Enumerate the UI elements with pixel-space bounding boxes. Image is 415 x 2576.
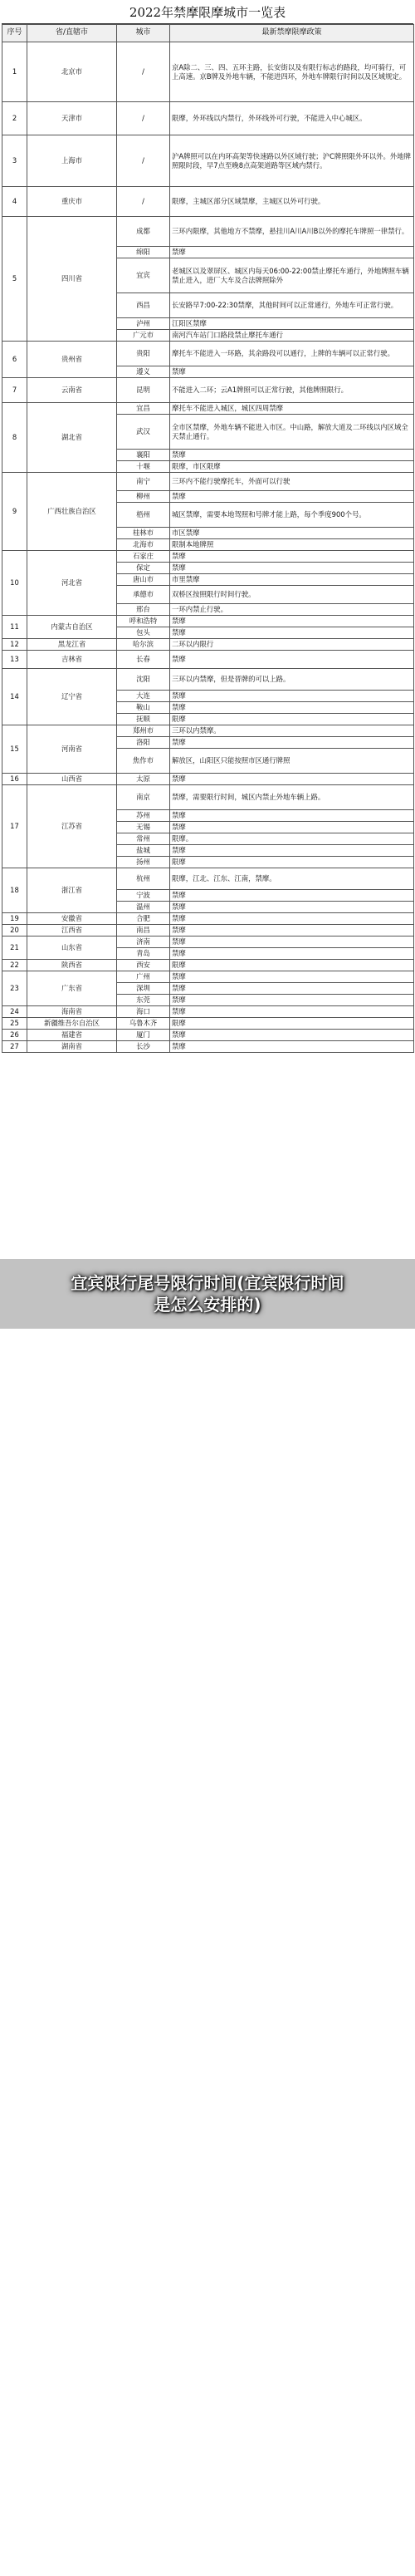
cell-seq: 15 [2, 725, 27, 774]
cell-city: 梧州 [117, 503, 170, 528]
cell-city: / [117, 42, 170, 102]
cell-province: 福建省 [27, 1030, 117, 1041]
cell-city: 厦门 [117, 1030, 170, 1041]
overlay-band [0, 1259, 415, 1329]
cell-seq: 20 [2, 925, 27, 937]
cell-city: 襄阳 [117, 450, 170, 461]
cell-policy: 禁摩，需要限行时间，城区内禁止外地车辆上路。 [170, 785, 414, 810]
cell-policy: 限摩，外环线以内禁行，外环线外可行驶，不能进入中心城区。 [170, 102, 414, 135]
cell-seq: 18 [2, 868, 27, 913]
cell-city: 无锡 [117, 822, 170, 833]
cell-city: 海口 [117, 1006, 170, 1018]
cell-policy: 京A除二、三、四、五环主路，长安街以及有限行标志的路段，均可骑行，可上高速。京B牌及外地车辆，不能进四环，外地车牌限行时间以及区域规定。 [170, 42, 414, 102]
cell-policy: 禁摩 [170, 774, 414, 785]
caption-line-2: 是怎么安排的) [154, 1295, 261, 1315]
cell-policy: 解放区，山阳区只能按照市区通行牌照 [170, 749, 414, 774]
cell-policy: 禁摩 [170, 366, 414, 378]
cell-seq: 13 [2, 651, 27, 669]
table-row [2, 639, 414, 651]
cell-city: 绵阳 [117, 247, 170, 258]
cell-policy: 禁摩 [170, 1006, 414, 1018]
cell-policy: 摩托车不能进入一环路，其余路段可以通行，上牌的车辆可以正常行驶。 [170, 342, 414, 366]
cell-province: 陕西省 [27, 960, 117, 971]
policy-table [2, 24, 414, 1053]
cell-seq: 2 [2, 102, 27, 135]
cell-policy: 禁摩 [170, 925, 414, 937]
cell-policy: 三环内不能行驶摩托车，外面可以行驶 [170, 473, 414, 491]
table-row [2, 187, 414, 217]
cell-province: 四川省 [27, 217, 117, 342]
cell-policy: 禁摩 [170, 902, 414, 913]
cell-policy: 禁摩 [170, 845, 414, 857]
table-row [2, 669, 414, 691]
cell-province: 湖北省 [27, 403, 117, 473]
cell-city: 呼和浩特 [117, 616, 170, 627]
cell-policy: 限摩 [170, 960, 414, 971]
cell-city: 宜昌 [117, 403, 170, 415]
table-row [2, 774, 414, 785]
cell-seq: 1 [2, 42, 27, 102]
cell-policy: 禁摩 [170, 691, 414, 702]
cell-seq: 7 [2, 378, 27, 403]
cell-province: 天津市 [27, 102, 117, 135]
cell-province: 河北省 [27, 551, 117, 616]
cell-province: 河南省 [27, 725, 117, 774]
cell-policy: 限摩。 [170, 833, 414, 845]
cell-city: 扬州 [117, 857, 170, 868]
cell-province: 重庆市 [27, 187, 117, 217]
cell-policy: 限摩，市区限摩 [170, 461, 414, 473]
cell-policy: 沪A牌照可以在内环高架等快速路以外区域行驶；沪C牌照限外环以外。外地牌照限时段，早7点至晚8点高架道路等区域内禁行。 [170, 135, 414, 187]
cell-city: 广州 [117, 971, 170, 983]
table-row [2, 785, 414, 810]
cell-policy: 禁摩 [170, 491, 414, 503]
cell-policy: 二环以内限行 [170, 639, 414, 651]
cell-seq: 9 [2, 473, 27, 551]
cell-policy: 禁摩 [170, 971, 414, 983]
cell-province: 北京市 [27, 42, 117, 102]
cell-seq: 14 [2, 669, 27, 725]
cell-city: 乌鲁木齐 [117, 1018, 170, 1030]
cell-seq: 6 [2, 342, 27, 378]
cell-seq: 4 [2, 187, 27, 217]
cell-policy: 长安路早7:00-22:30禁摩，其他时间可以正常通行，外地车可正常行驶。 [170, 293, 414, 318]
cell-policy: 市里禁摩 [170, 574, 414, 586]
cell-seq: 16 [2, 774, 27, 785]
cell-seq: 22 [2, 960, 27, 971]
cell-policy: 老城区以及翠屏区、城区内每天06:00-22:00禁止摩托车通行，外地牌照车辆禁止进入，进厂大车及合法牌照除外 [170, 258, 414, 293]
cell-city: 常州 [117, 833, 170, 845]
cell-city: 遵义 [117, 366, 170, 378]
table-row [2, 868, 414, 890]
cell-policy: 禁摩 [170, 913, 414, 925]
table-row [2, 403, 414, 415]
cell-province: 山西省 [27, 774, 117, 785]
table-row [2, 913, 414, 925]
cell-province: 江西省 [27, 925, 117, 937]
cell-city: 西昌 [117, 293, 170, 318]
table-row [2, 971, 414, 983]
table-body [2, 42, 414, 1053]
cell-city: 哈尔滨 [117, 639, 170, 651]
cell-province: 吉林省 [27, 651, 117, 669]
cell-province: 内蒙古自治区 [27, 616, 117, 639]
cell-policy: 禁摩 [170, 450, 414, 461]
header-policy: 最新禁摩限摩政策 [170, 25, 414, 42]
cell-city: 沈阳 [117, 669, 170, 691]
cell-city: 昆明 [117, 378, 170, 403]
cell-city: 青岛 [117, 948, 170, 960]
cell-policy: 禁摩 [170, 551, 414, 563]
cell-policy: 禁摩 [170, 651, 414, 669]
cell-city: 杭州 [117, 868, 170, 890]
cell-policy: 禁摩 [170, 247, 414, 258]
cell-city: 泸州 [117, 318, 170, 330]
page-title: 2022年禁摩限摩城市一览表 [2, 2, 413, 24]
cell-city: 焦作市 [117, 749, 170, 774]
table-row [2, 42, 414, 102]
cell-province: 贵州省 [27, 342, 117, 378]
table-row [2, 725, 414, 737]
cell-city: 苏州 [117, 810, 170, 822]
cell-city: 武汉 [117, 415, 170, 450]
cell-policy: 限摩，江北、江东、江南，禁摩。 [170, 868, 414, 890]
cell-province: 上海市 [27, 135, 117, 187]
cell-province: 湖南省 [27, 1041, 117, 1053]
cell-city: 广元市 [117, 330, 170, 342]
cell-policy: 禁摩 [170, 563, 414, 574]
cell-policy: 不能进入二环；云A1牌照可以正常行驶，其他牌照限行。 [170, 378, 414, 403]
cell-city: 西安 [117, 960, 170, 971]
cell-policy: 禁摩 [170, 995, 414, 1006]
cell-city: 合肥 [117, 913, 170, 925]
cell-policy: 江阳区禁摩 [170, 318, 414, 330]
cell-policy: 禁摩 [170, 1041, 414, 1053]
cell-city: 成都 [117, 217, 170, 247]
cell-policy: 城区禁摩，需要本地驾照和号牌才能上路，每个季度900个号。 [170, 503, 414, 528]
cell-policy: 一环内禁止行驶。 [170, 604, 414, 616]
table-row [2, 1006, 414, 1018]
cell-policy: 限摩 [170, 1018, 414, 1030]
cell-city: 保定 [117, 563, 170, 574]
cell-province: 江苏省 [27, 785, 117, 868]
cell-city: 深圳 [117, 983, 170, 995]
cell-seq: 8 [2, 403, 27, 473]
cell-city: 南昌 [117, 925, 170, 937]
cell-policy: 限制本地牌照 [170, 539, 414, 551]
cell-city: 唐山市 [117, 574, 170, 586]
cell-city: 宁波 [117, 890, 170, 902]
cell-policy: 限摩 [170, 857, 414, 868]
cell-city: 鞍山 [117, 702, 170, 714]
cell-city: 洛阳 [117, 737, 170, 749]
cell-city: 石家庄 [117, 551, 170, 563]
cell-policy: 全市区禁摩，外地车辆不能进入市区。中山路，解放大道及二环线以内区域全天禁止通行。 [170, 415, 414, 450]
cell-city: 十堰 [117, 461, 170, 473]
cell-policy: 南河汽车站门口路段禁止摩托车通行 [170, 330, 414, 342]
header-seq: 序号 [2, 25, 27, 42]
cell-city: 南京 [117, 785, 170, 810]
cell-seq: 25 [2, 1018, 27, 1030]
cell-seq: 26 [2, 1030, 27, 1041]
caption-line-1: 宜宾限行尾号限行时间(宜宾限行时间 [71, 1273, 344, 1293]
cell-policy: 三环内限摩，其他地方不禁摩，悬挂川A川A川B以外的摩托车牌照一律禁行。 [170, 217, 414, 247]
cell-policy: 禁摩 [170, 1030, 414, 1041]
table-row [2, 616, 414, 627]
table-row [2, 651, 414, 669]
cell-city: 南宁 [117, 473, 170, 491]
cell-city: 宜宾 [117, 258, 170, 293]
cell-seq: 11 [2, 616, 27, 639]
table-row [2, 217, 414, 247]
cell-policy: 禁摩 [170, 702, 414, 714]
table-row [2, 378, 414, 403]
cell-policy: 三环以内禁摩，但是晋牌的可以上路。 [170, 669, 414, 691]
cell-seq: 17 [2, 785, 27, 868]
table-row [2, 342, 414, 366]
cell-policy: 禁摩 [170, 983, 414, 995]
cell-policy: 市区禁摩 [170, 528, 414, 539]
table-header-row [2, 25, 414, 42]
cell-seq: 3 [2, 135, 27, 187]
cell-seq: 12 [2, 639, 27, 651]
cell-city: 温州 [117, 902, 170, 913]
cell-city: / [117, 187, 170, 217]
cell-city: 长沙 [117, 1041, 170, 1053]
cell-city: / [117, 135, 170, 187]
header-province: 省/直辖市 [27, 25, 117, 42]
cell-province: 云南省 [27, 378, 117, 403]
cell-city: 北海市 [117, 539, 170, 551]
table-row [2, 960, 414, 971]
cell-policy: 禁摩 [170, 627, 414, 639]
cell-policy: 三环以内禁摩。 [170, 725, 414, 737]
cell-city: 柳州 [117, 491, 170, 503]
table-row [2, 135, 414, 187]
cell-city: 济南 [117, 937, 170, 948]
cell-province: 浙江省 [27, 868, 117, 913]
cell-policy: 禁摩 [170, 948, 414, 960]
table-row [2, 1030, 414, 1041]
cell-seq: 5 [2, 217, 27, 342]
cell-seq: 19 [2, 913, 27, 925]
cell-province: 黑龙江省 [27, 639, 117, 651]
cell-city: 邢台 [117, 604, 170, 616]
cell-city: 太原 [117, 774, 170, 785]
cell-policy: 限摩，主城区部分区域禁摩，主城区以外可行驶。 [170, 187, 414, 217]
cell-policy: 双桥区按照限行时间行驶。 [170, 586, 414, 604]
cell-policy: 摩托车不能进入城区，城区四周禁摩 [170, 403, 414, 415]
cell-seq: 10 [2, 551, 27, 616]
table-row [2, 102, 414, 135]
cell-city: 包头 [117, 627, 170, 639]
cell-city: 桂林市 [117, 528, 170, 539]
table-row [2, 1041, 414, 1053]
cell-policy: 禁摩 [170, 810, 414, 822]
cell-policy: 禁摩 [170, 937, 414, 948]
cell-province: 新疆维吾尔自治区 [27, 1018, 117, 1030]
cell-city: 大连 [117, 691, 170, 702]
cell-policy: 禁摩 [170, 616, 414, 627]
cell-seq: 23 [2, 971, 27, 1006]
cell-policy: 限摩 [170, 714, 414, 725]
table-row [2, 925, 414, 937]
cell-seq: 21 [2, 937, 27, 960]
cell-province: 广东省 [27, 971, 117, 1006]
cell-city: 长春 [117, 651, 170, 669]
cell-seq: 27 [2, 1041, 27, 1053]
cell-seq: 24 [2, 1006, 27, 1018]
header-city: 城市 [117, 25, 170, 42]
cell-city: 郑州市 [117, 725, 170, 737]
table-row [2, 551, 414, 563]
table-row [2, 1018, 414, 1030]
cell-policy: 禁摩 [170, 822, 414, 833]
cell-province: 山东省 [27, 937, 117, 960]
cell-city: 贵阳 [117, 342, 170, 366]
cell-province: 安徽省 [27, 913, 117, 925]
cell-province: 海南省 [27, 1006, 117, 1018]
table-row [2, 473, 414, 491]
cell-policy: 禁摩 [170, 737, 414, 749]
cell-city: / [117, 102, 170, 135]
cell-province: 辽宁省 [27, 669, 117, 725]
cell-province: 广西壮族自治区 [27, 473, 117, 551]
cell-city: 承德市 [117, 586, 170, 604]
table-row [2, 937, 414, 948]
cell-city: 盐城 [117, 845, 170, 857]
cell-city: 抚顺 [117, 714, 170, 725]
cell-city: 东莞 [117, 995, 170, 1006]
cell-policy: 禁摩 [170, 890, 414, 902]
